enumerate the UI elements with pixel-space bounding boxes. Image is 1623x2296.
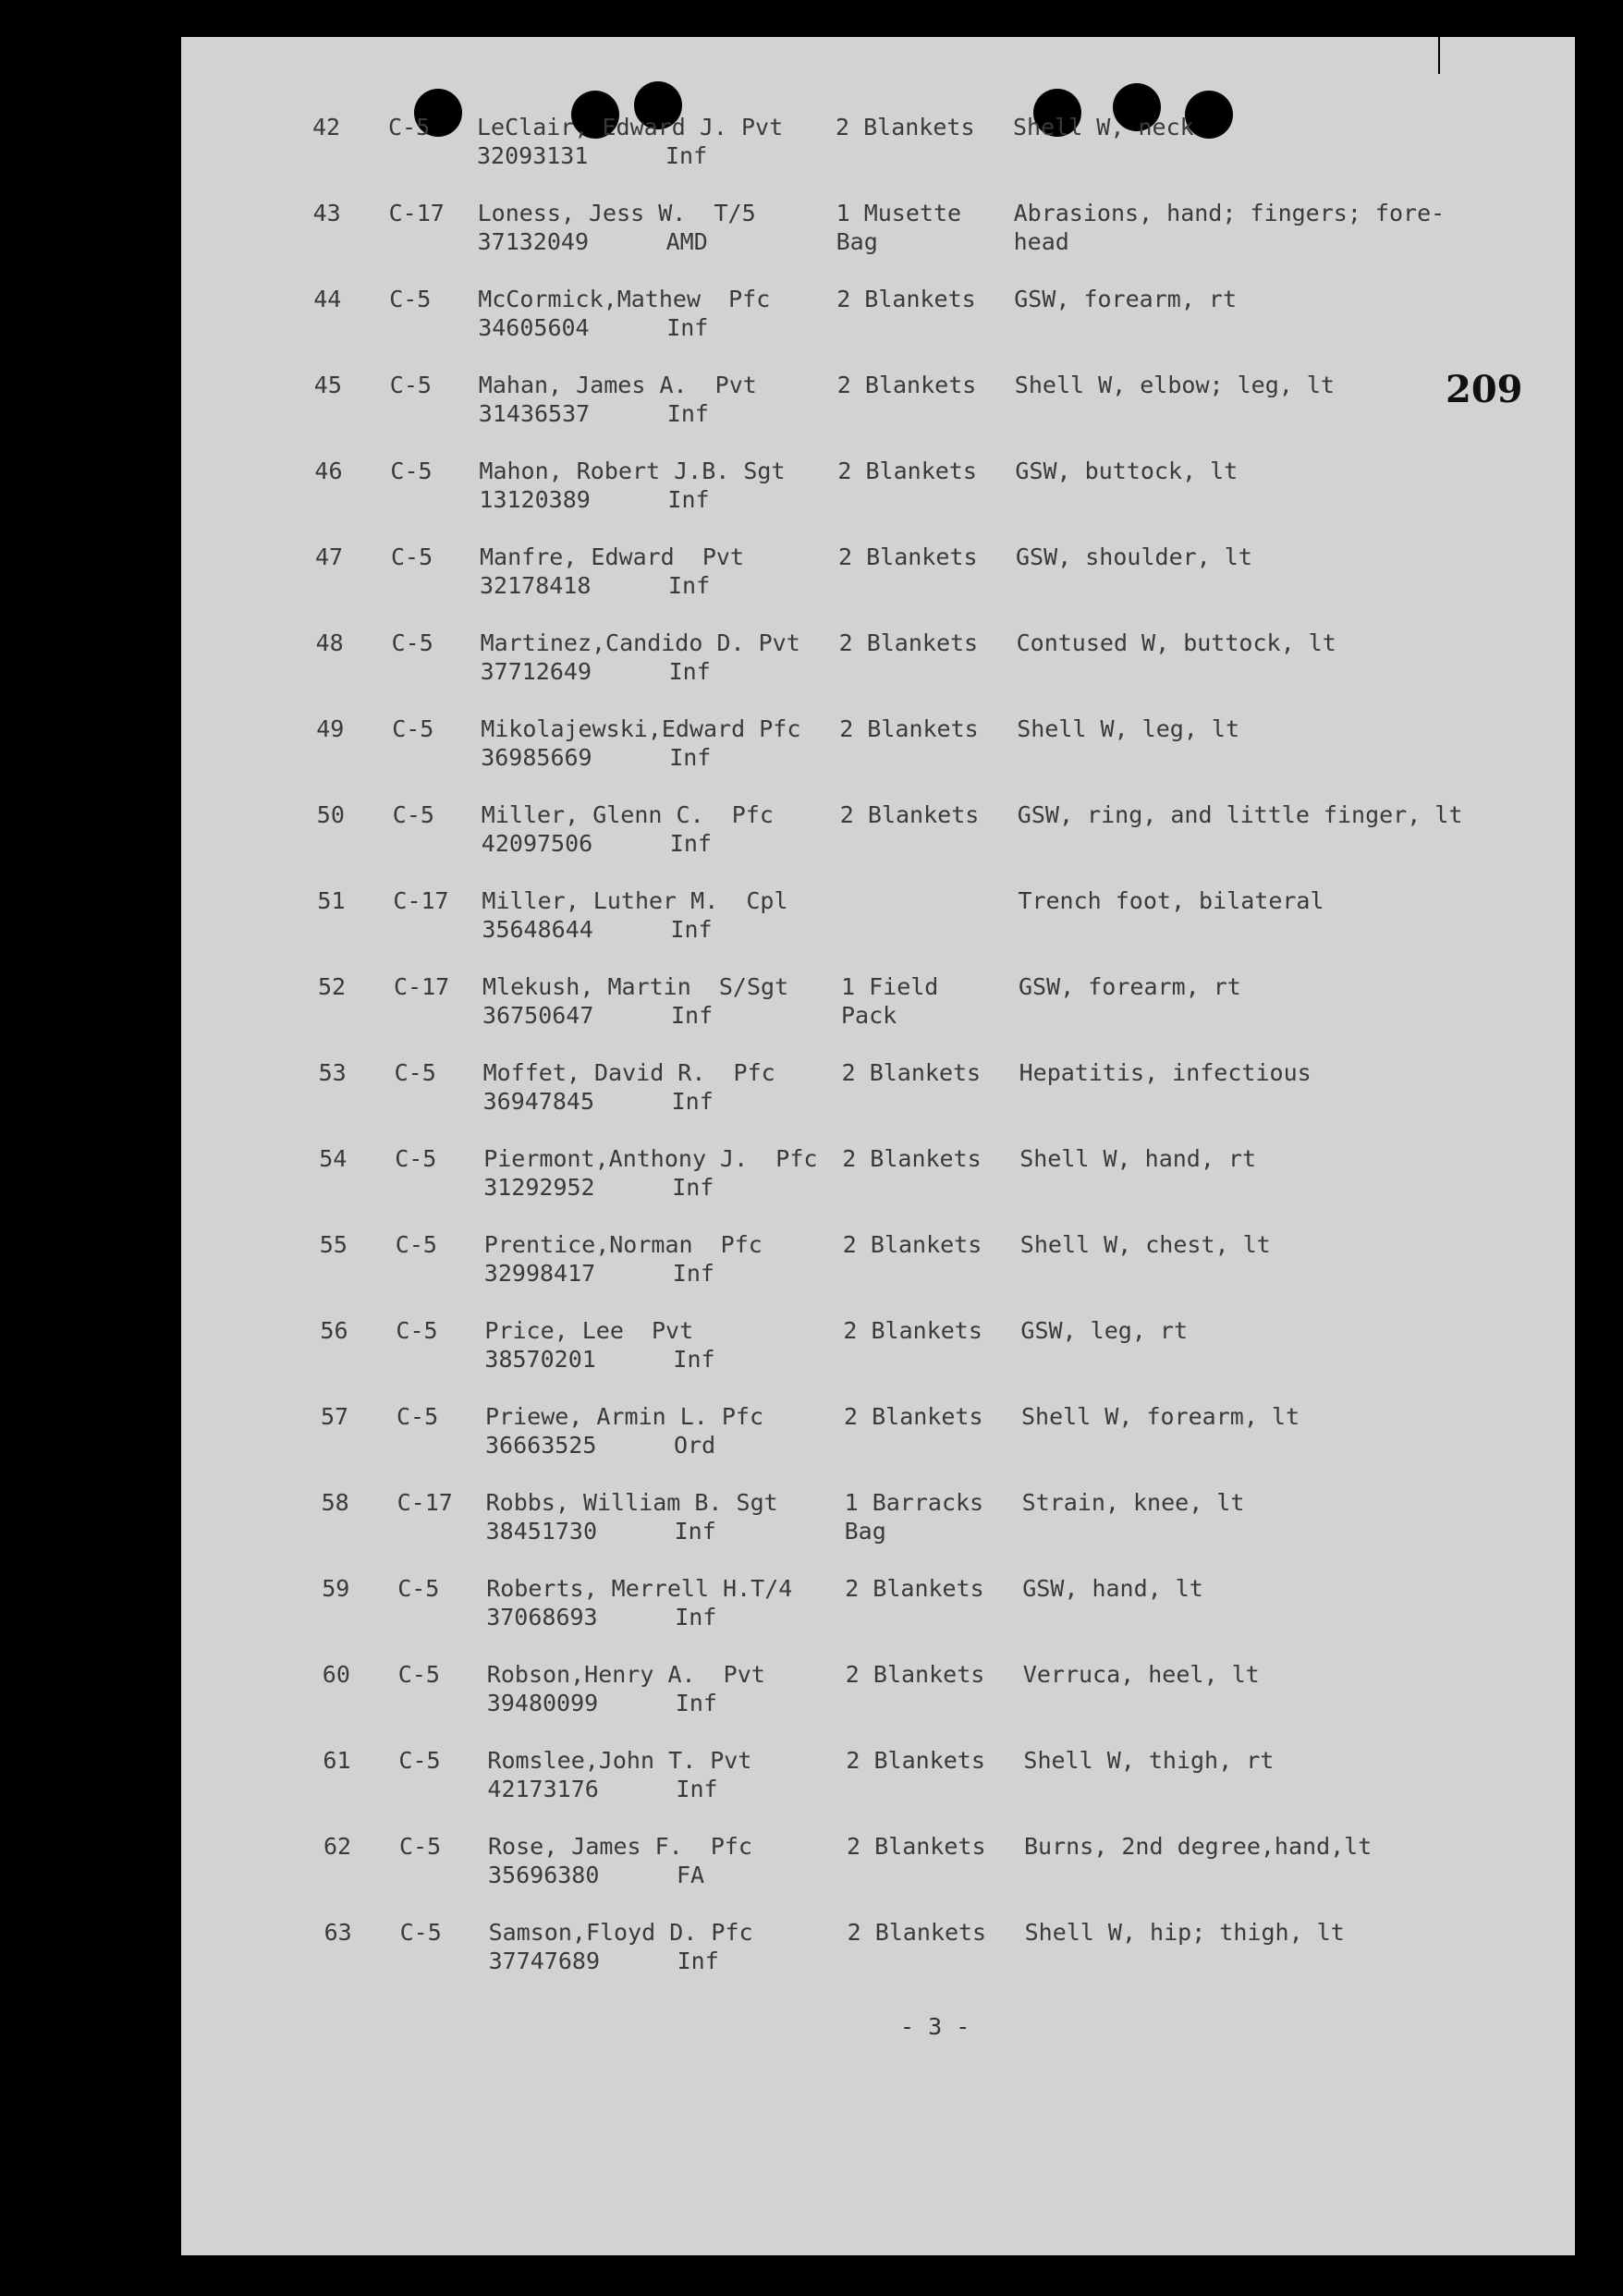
property-line-1: 2 Blankets	[847, 1919, 987, 1946]
row-number: 44	[313, 286, 342, 312]
property-line-1: 2 Blankets	[836, 114, 975, 140]
name-rank: Rose, James F. Pfc	[488, 1833, 752, 1860]
row-number: 47	[315, 543, 344, 570]
branch: Inf	[672, 1174, 714, 1201]
unit-code: C-5	[397, 1661, 440, 1688]
page-edge-mark	[1438, 37, 1440, 74]
row-number: 48	[315, 629, 344, 656]
unit-code: C-5	[391, 543, 433, 570]
diagnosis-line-1: GSW, forearm, rt	[1019, 973, 1241, 1000]
name-rank: Loness, Jess W. T/5	[477, 200, 756, 226]
table-row	[322, 1488, 1523, 1547]
table-row	[318, 972, 1519, 1032]
branch: Inf	[669, 830, 712, 857]
unit-code: C-5	[390, 458, 433, 484]
name-rank: Robbs, William B. Sgt	[485, 1489, 778, 1516]
branch: Inf	[676, 1776, 718, 1802]
name-rank: Prentice,Norman Pfc	[483, 1231, 763, 1258]
row-number: 49	[316, 715, 345, 742]
row-number: 45	[313, 372, 342, 398]
table-row	[312, 113, 1514, 172]
property-line-1: 2 Blankets	[836, 286, 976, 312]
property-line-1: 2 Blankets	[837, 458, 977, 484]
serial-number: 36663525	[485, 1432, 597, 1459]
serial-number: 37712649	[480, 658, 592, 685]
table-row	[313, 285, 1515, 344]
name-rank: Miller, Luther M. Cpl	[482, 887, 788, 914]
diagnosis-line-1: Burns, 2nd degree,hand,lt	[1024, 1833, 1373, 1860]
table-row	[314, 457, 1516, 516]
branch: Inf	[671, 1088, 714, 1115]
name-rank: Samson,Floyd D. Pfc	[488, 1919, 753, 1946]
row-number: 58	[321, 1489, 349, 1516]
diagnosis-line-1: GSW, buttock, lt	[1015, 458, 1239, 484]
name-rank: Priewe, Armin L. Pfc	[485, 1403, 764, 1430]
row-number: 53	[318, 1059, 347, 1086]
serial-number: 39480099	[486, 1690, 599, 1716]
table-row	[316, 629, 1518, 688]
row-number: 55	[319, 1231, 348, 1258]
name-rank: McCormick,Mathew Pfc	[478, 286, 771, 312]
serial-number: 32178418	[480, 572, 592, 599]
diagnosis-line-1: Strain, knee, lt	[1021, 1489, 1245, 1516]
serial-number: 36985669	[481, 744, 592, 771]
diagnosis-line-1: GSW, shoulder, lt	[1016, 543, 1252, 570]
diagnosis-line-1: Verruca, heel, lt	[1022, 1661, 1260, 1688]
branch: Inf	[666, 400, 709, 427]
property-line-1: 2 Blankets	[841, 1059, 982, 1086]
unit-code: C-5	[389, 286, 432, 312]
unit-code: C-17	[397, 1489, 453, 1516]
diagnosis-line-1: Shell W, chest, lt	[1019, 1231, 1271, 1258]
diagnosis-line-1: Shell W, thigh, rt	[1023, 1747, 1275, 1774]
diagnosis-line-1: GSW, ring, and little finger, lt	[1017, 801, 1463, 828]
property-line-1: 2 Blankets	[842, 1145, 982, 1172]
unit-code: C-5	[389, 372, 432, 398]
property-line-1: 2 Blankets	[847, 1833, 986, 1860]
branch: FA	[677, 1862, 705, 1888]
unit-code: C-5	[399, 1919, 442, 1946]
serial-number: 38570201	[484, 1346, 596, 1373]
unit-code: C-5	[396, 1317, 438, 1344]
name-rank: Manfre, Edward Pvt	[480, 543, 744, 570]
row-number: 57	[321, 1403, 349, 1430]
branch: Inf	[672, 1260, 714, 1287]
unit-code: C-5	[392, 801, 434, 828]
table-row	[317, 886, 1519, 946]
serial-number: 31292952	[483, 1174, 595, 1201]
property-line-2: Bag	[836, 228, 878, 255]
serial-number: 38451730	[485, 1518, 598, 1545]
property-line-2: Bag	[844, 1518, 886, 1545]
name-rank: Romslee,John T. Pvt	[487, 1747, 752, 1774]
row-number: 56	[320, 1317, 348, 1344]
serial-number: 32093131	[477, 142, 589, 169]
row-number: 61	[323, 1747, 351, 1774]
unit-code: C-5	[394, 1059, 436, 1086]
table-row	[324, 1918, 1526, 1977]
property-line-1: 2 Blankets	[843, 1317, 982, 1344]
unit-code: C-5	[398, 1747, 441, 1774]
name-rank: LeClair, Edward J. Pvt	[477, 114, 784, 140]
branch: Inf	[673, 1346, 715, 1373]
table-row	[320, 1316, 1521, 1375]
name-rank: Piermont,Anthony J. Pfc	[483, 1145, 818, 1172]
row-number: 59	[322, 1575, 350, 1602]
unit-code: C-5	[399, 1833, 442, 1860]
branch: Inf	[668, 572, 711, 599]
diagnosis-line-2: head	[1013, 228, 1069, 255]
page-stamp-number: 209	[1446, 368, 1523, 411]
table-row	[319, 1058, 1520, 1117]
name-rank: Price, Lee Pvt	[484, 1317, 694, 1344]
diagnosis-line-1: Trench foot, bilateral	[1018, 887, 1324, 914]
branch: Inf	[674, 1518, 716, 1545]
row-number: 42	[312, 114, 341, 140]
name-rank: Moffet, David R. Pfc	[482, 1059, 775, 1086]
property-line-1: 2 Blankets	[846, 1747, 985, 1774]
serial-number: 42173176	[487, 1776, 599, 1802]
branch: Inf	[677, 1948, 719, 1974]
unit-code: C-5	[388, 114, 431, 140]
table-row	[323, 1660, 1524, 1719]
unit-code: C-5	[392, 715, 434, 742]
branch: Inf	[666, 314, 709, 341]
diagnosis-line-1: Shell W, neck	[1013, 114, 1194, 140]
unit-code: C-17	[393, 887, 449, 914]
serial-number: 37068693	[486, 1604, 598, 1630]
branch: Inf	[668, 658, 711, 685]
unit-code: C-5	[397, 1403, 439, 1430]
diagnosis-line-1: Shell W, forearm, lt	[1021, 1403, 1300, 1430]
name-rank: Miller, Glenn C. Pfc	[481, 801, 774, 828]
serial-number: 32998417	[483, 1260, 596, 1287]
name-rank: Robson,Henry A. Pvt	[486, 1661, 765, 1688]
serial-number: 37132049	[477, 228, 590, 255]
branch: Inf	[675, 1690, 717, 1716]
unit-code: C-5	[395, 1231, 437, 1258]
table-row	[314, 371, 1516, 430]
unit-code: C-17	[394, 973, 450, 1000]
diagnosis-line-1: Shell W, leg, lt	[1017, 715, 1240, 742]
page-number: - 3 -	[900, 2013, 970, 2040]
table-row	[322, 1574, 1523, 1633]
row-number: 50	[316, 801, 345, 828]
unit-code: C-5	[391, 629, 433, 656]
diagnosis-line-1: Shell W, hip; thigh, lt	[1024, 1919, 1345, 1946]
unit-code: C-5	[397, 1575, 440, 1602]
diagnosis-line-1: GSW, forearm, rt	[1014, 286, 1238, 312]
row-number: 60	[322, 1661, 350, 1688]
property-line-1: 2 Blankets	[842, 1231, 982, 1258]
property-line-1: 2 Blankets	[845, 1575, 984, 1602]
property-line-1: 2 Blankets	[839, 801, 980, 828]
branch: Inf	[670, 916, 713, 943]
serial-number: 35648644	[482, 916, 593, 943]
branch: AMD	[665, 228, 708, 255]
property-line-1: 2 Blankets	[844, 1403, 983, 1430]
property-line-1: 1 Barracks	[844, 1489, 984, 1516]
unit-code: C-17	[388, 200, 445, 226]
serial-number: 42097506	[481, 830, 593, 857]
table-row	[320, 1230, 1521, 1289]
property-line-1: 2 Blankets	[839, 715, 979, 742]
serial-number: 13120389	[479, 486, 591, 513]
row-number: 51	[317, 887, 346, 914]
branch: Inf	[667, 486, 710, 513]
name-rank: Martinez,Candido D. Pvt	[480, 629, 800, 656]
diagnosis-line-1: GSW, leg, rt	[1020, 1317, 1189, 1344]
table-row	[316, 714, 1518, 774]
branch: Inf	[665, 142, 708, 169]
name-rank: Mikolajewski,Edward Pfc	[481, 715, 801, 742]
table-row	[323, 1832, 1525, 1891]
unit-code: C-5	[395, 1145, 437, 1172]
table-row	[313, 199, 1515, 258]
property-line-1: 2 Blankets	[845, 1661, 985, 1688]
diagnosis-line-1: Shell W, hand, rt	[1019, 1145, 1257, 1172]
serial-number: 34605604	[478, 314, 590, 341]
table-row	[321, 1402, 1522, 1461]
diagnosis-line-1: Shell W, elbow; leg, lt	[1014, 372, 1335, 398]
row-number: 63	[323, 1919, 352, 1946]
serial-number: 31436537	[478, 400, 591, 427]
branch: Inf	[671, 1002, 714, 1029]
diagnosis-line-1: Abrasions, hand; fingers; fore-	[1013, 200, 1446, 226]
diagnosis-line-1: Contused W, buttock, lt	[1016, 629, 1336, 656]
name-rank: Roberts, Merrell H.T/4	[486, 1575, 793, 1602]
property-line-1: 1 Musette	[836, 200, 962, 226]
property-line-1: 2 Blankets	[838, 543, 978, 570]
property-line-2: Pack	[841, 1002, 897, 1029]
name-rank: Mlekush, Martin S/Sgt	[482, 973, 789, 1000]
table-row	[317, 800, 1519, 860]
property-line-1: 2 Blankets	[838, 629, 979, 656]
property-line-1: 2 Blankets	[836, 372, 977, 398]
table-row	[319, 1144, 1520, 1203]
table-row	[323, 1746, 1524, 1805]
serial-number: 36750647	[482, 1002, 594, 1029]
branch: Inf	[675, 1604, 717, 1630]
row-number: 52	[318, 973, 347, 1000]
row-number: 46	[314, 458, 343, 484]
row-number: 54	[319, 1145, 348, 1172]
row-number: 43	[312, 200, 341, 226]
branch: Inf	[669, 744, 712, 771]
branch: Ord	[674, 1432, 716, 1459]
diagnosis-line-1: GSW, hand, lt	[1022, 1575, 1203, 1602]
serial-number: 35696380	[488, 1862, 600, 1888]
property-line-1: 1 Field	[841, 973, 939, 1000]
name-rank: Mahon, Robert J.B. Sgt	[479, 458, 786, 484]
serial-number: 36947845	[482, 1088, 595, 1115]
serial-number: 37747689	[488, 1948, 601, 1974]
table-row	[315, 543, 1517, 602]
name-rank: Mahan, James A. Pvt	[478, 372, 757, 398]
diagnosis-line-1: Hepatitis, infectious	[1019, 1059, 1312, 1086]
row-number: 62	[323, 1833, 352, 1860]
